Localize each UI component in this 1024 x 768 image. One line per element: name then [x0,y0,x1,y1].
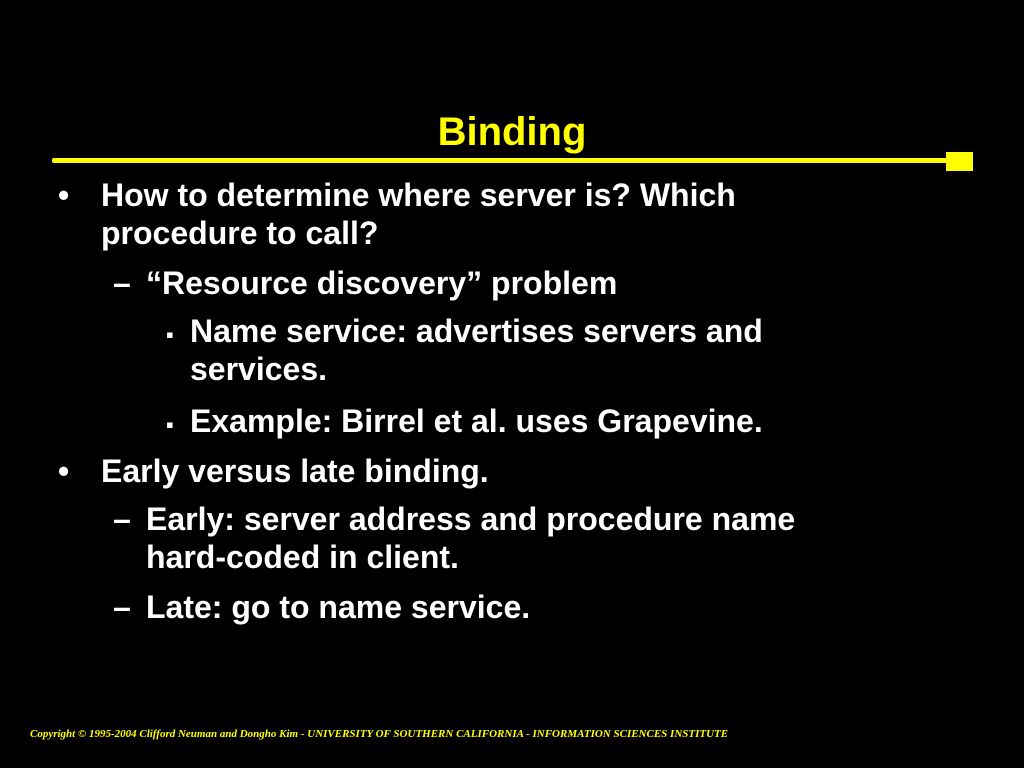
title-underline-end-block [946,152,973,171]
bullet-text-line: How to determine where server is? Which [101,177,736,213]
bullet-text-line: Name service: advertises servers and [190,313,763,349]
slide-title: Binding [437,110,587,154]
bullet-text-line: Example: Birrel et al. uses Grapevine. [190,403,763,439]
bullet-text-line: Late: go to name service. [146,589,531,625]
bullet-text-line: procedure to call? [101,215,379,251]
square-marker: ▪ [166,412,174,437]
dash-marker: – [113,589,131,625]
bullet-marker: • [58,453,70,489]
bullet-text-line: “Resource discovery” problem [146,265,618,301]
square-marker: ▪ [166,322,174,347]
bullet-text-line: services. [190,351,328,387]
bullet-marker: • [58,177,70,213]
bullet-text-line: Early versus late binding. [101,453,489,489]
bullet-text-line: Early: server address and procedure name [146,501,796,537]
copyright-footer: Copyright © 1995-2004 Clifford Neuman and Dongho Kim - UNIVERSITY OF SOUTHERN CALIFORNIA - INFORMATION SCIENCES INSTITUTE [30,728,729,740]
title-underline [52,158,948,163]
bullet-text-line: hard-coded in client. [146,539,459,575]
dash-marker: – [113,501,131,537]
dash-marker: – [113,265,131,301]
